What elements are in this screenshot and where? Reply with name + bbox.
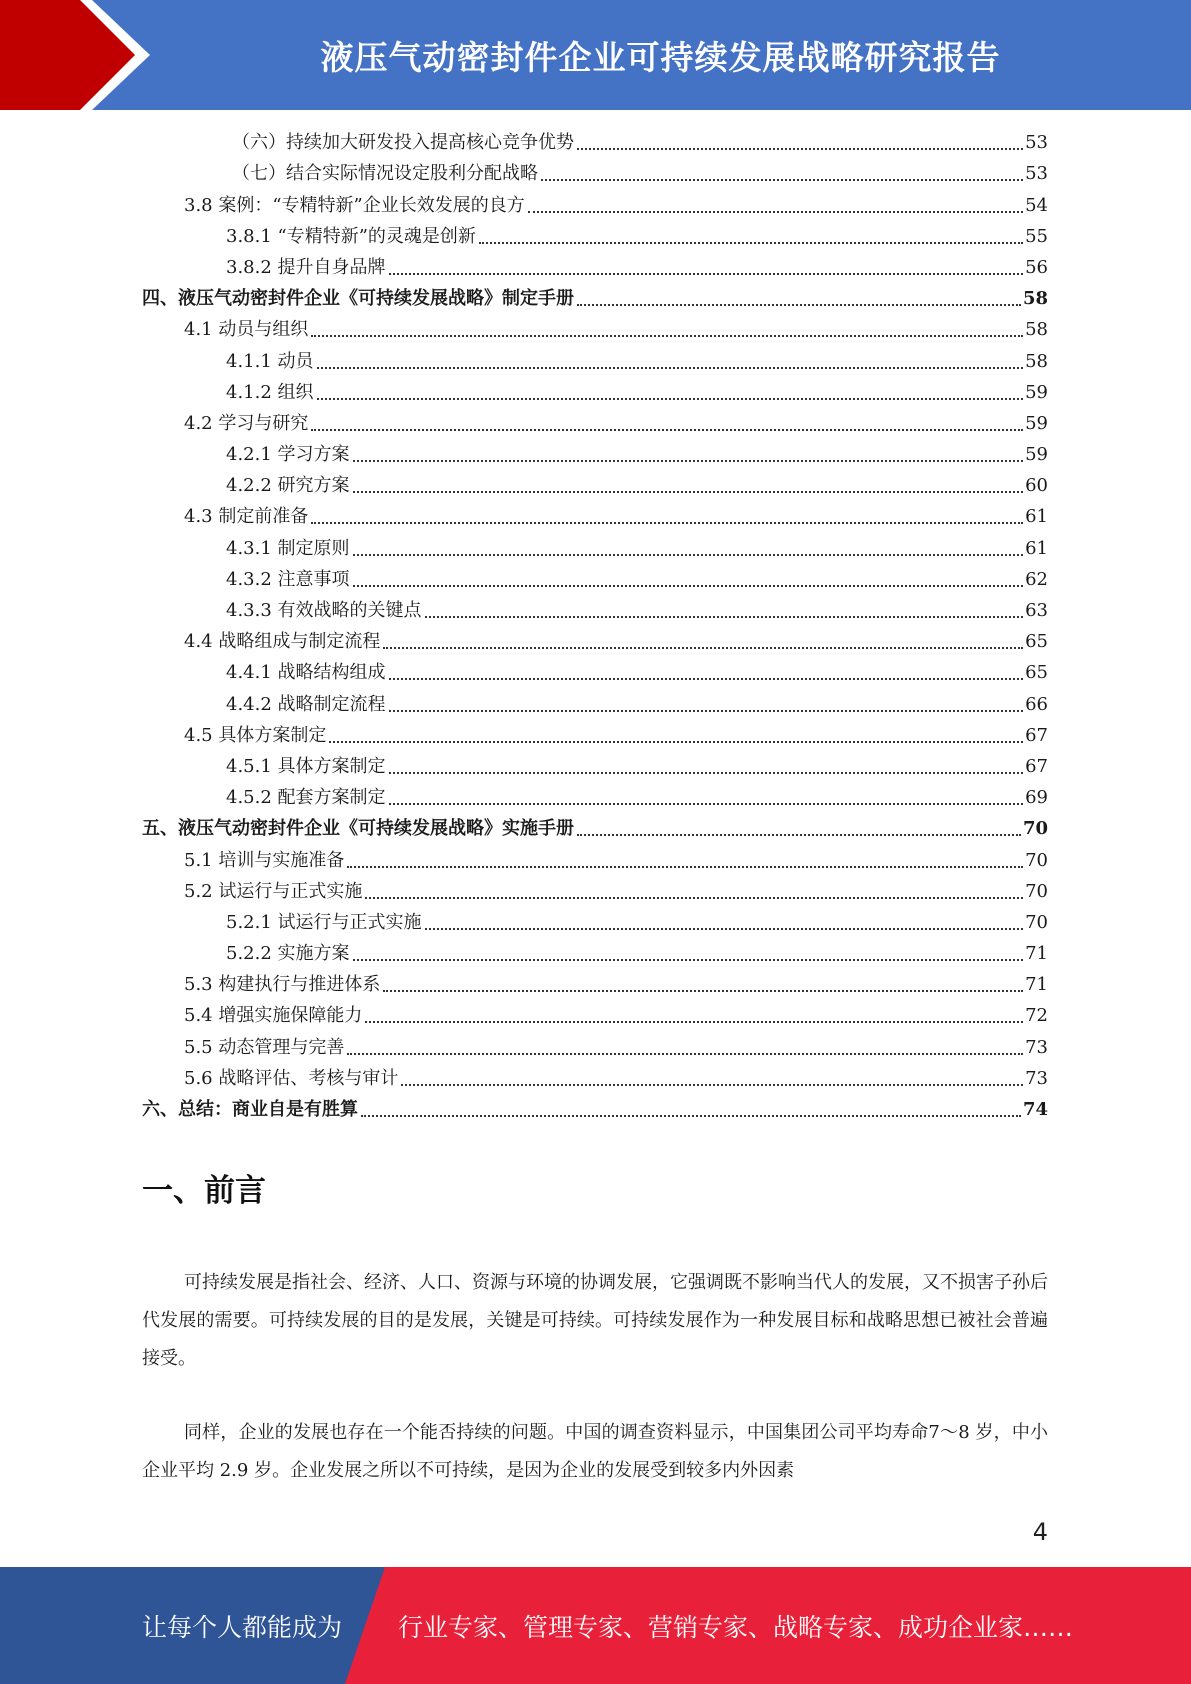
toc-entry-label: 4.2 学习与研究 — [184, 412, 309, 434]
toc-entry[interactable] — [142, 158, 1048, 189]
toc-entry-label: 4.3.2 注意事项 — [226, 568, 350, 590]
toc-entry-page: 59 — [1025, 412, 1048, 434]
toc-entry[interactable] — [142, 252, 1048, 283]
toc-leader-dots — [383, 988, 1023, 992]
toc-entry-label: 4.3.1 制定原则 — [226, 537, 350, 559]
toc-leader-dots — [353, 957, 1024, 961]
toc-entry[interactable] — [142, 345, 1048, 376]
toc-entry-page: 70 — [1022, 818, 1048, 840]
toc-leader-dots — [577, 302, 1021, 306]
toc-leader-dots — [479, 240, 1023, 244]
toc-entry-label: 5.5 动态管理与完善 — [184, 1036, 345, 1058]
toc-entry-page: 56 — [1025, 256, 1048, 278]
toc-leader-dots — [425, 926, 1024, 930]
toc-entry-label: 5.6 战略评估、考核与审计 — [184, 1067, 399, 1089]
toc-entry-page: 69 — [1025, 787, 1048, 809]
toc-entry-label: 4.4.2 战略制定流程 — [226, 693, 386, 715]
toc-entry[interactable] — [142, 189, 1048, 220]
toc-leader-dots — [311, 427, 1023, 431]
toc-entry-page: 58 — [1025, 350, 1048, 372]
toc-entry[interactable] — [142, 314, 1048, 345]
toc-leader-dots — [317, 396, 1024, 400]
toc-leader-dots — [541, 177, 1023, 181]
toc-entry-label: 4.5.1 具体方案制定 — [226, 755, 386, 777]
toc-entry[interactable] — [142, 907, 1048, 938]
toc-entry-page: 54 — [1025, 194, 1048, 216]
toc-entry[interactable] — [142, 408, 1048, 439]
toc-entry[interactable] — [142, 564, 1048, 595]
section-heading: 一、前言 — [142, 1173, 266, 1209]
toc-entry-label: 3.8 案例：“专精特新”企业长效发展的良方 — [184, 194, 525, 216]
toc-leader-dots — [347, 1051, 1023, 1055]
toc-entry-page: 61 — [1025, 537, 1048, 559]
toc-entry-page: 53 — [1025, 163, 1048, 185]
toc-entry[interactable] — [142, 470, 1048, 501]
toc-leader-dots — [329, 739, 1023, 743]
toc-entry[interactable] — [142, 221, 1048, 252]
toc-entry-page: 62 — [1025, 568, 1048, 590]
toc-entry-label: 4.3 制定前准备 — [184, 506, 309, 528]
toc-entry-page: 70 — [1025, 911, 1048, 933]
header-arrow-decoration — [0, 0, 160, 110]
toc-entry-page: 58 — [1022, 288, 1048, 310]
toc-entry-label: 3.8.2 提升自身品牌 — [226, 256, 386, 278]
footer-slogan-left: 让每个人都能成为 — [142, 1612, 343, 1642]
toc-entry-page: 59 — [1025, 381, 1048, 403]
toc-entry-page: 72 — [1025, 1005, 1048, 1027]
toc-entry-label: 4.1 动员与组织 — [184, 319, 309, 341]
toc-entry-page: 71 — [1025, 974, 1048, 996]
report-title: 液压气动密封件企业可持续发展战略研究报告 — [320, 37, 1001, 77]
toc-entry-label: 4.1.1 动员 — [226, 350, 314, 372]
toc-entry[interactable] — [142, 688, 1048, 719]
toc-entry[interactable] — [142, 532, 1048, 563]
toc-entry-page: 55 — [1025, 225, 1048, 247]
toc-entry-label: 4.4 战略组成与制定流程 — [184, 631, 381, 653]
toc-entry-label: （七）结合实际情况设定股利分配战略 — [232, 163, 538, 185]
body-paragraph-2: 同样，企业的发展也存在一个能否持续的问题。中国的调查资料显示，中国集团公司平均寿命7～8 岁，中小企业平均 2.9 岁。企业发展之所以不可持续，是因为企业的发展受到较多内外因素 — [142, 1422, 1048, 1481]
toc-entry-page: 67 — [1025, 724, 1048, 746]
toc-leader-dots — [389, 271, 1024, 275]
toc-entry-label: 5.2 试运行与正式实施 — [184, 880, 363, 902]
toc-leader-dots — [353, 552, 1024, 556]
toc-leader-dots — [401, 1082, 1023, 1086]
toc-entry[interactable] — [142, 751, 1048, 782]
page-header — [0, 0, 1191, 110]
toc-entry[interactable] — [142, 501, 1048, 532]
toc-leader-dots — [383, 645, 1023, 649]
toc-leader-dots — [389, 708, 1024, 712]
toc-entry-label: 六、总结：商业自是有胜算 — [142, 1099, 358, 1120]
toc-entry-page: 67 — [1025, 755, 1048, 777]
toc-entry-page: 63 — [1025, 600, 1048, 621]
toc-entry[interactable] — [142, 1031, 1048, 1062]
toc-entry[interactable] — [142, 938, 1048, 969]
toc-leader-dots — [353, 583, 1024, 587]
toc-leader-dots — [311, 520, 1023, 524]
toc-leader-dots — [389, 770, 1024, 774]
page-footer — [0, 1567, 1191, 1684]
toc-leader-dots — [577, 146, 1023, 150]
toc-entry-page: 74 — [1022, 1099, 1048, 1120]
toc-entry-label: 4.2.2 研究方案 — [226, 475, 350, 497]
toc-entry-label: 4.2.1 学习方案 — [226, 444, 350, 466]
toc-entry[interactable] — [142, 1000, 1048, 1031]
toc-entry-page: 59 — [1025, 444, 1048, 466]
toc-entry[interactable] — [142, 595, 1048, 626]
toc-leader-dots — [347, 864, 1023, 868]
toc-entry-label: 5.4 增强实施保障能力 — [184, 1005, 363, 1027]
toc-entry[interactable] — [142, 657, 1048, 688]
toc-entry[interactable] — [142, 439, 1048, 470]
toc-entry[interactable] — [142, 1063, 1048, 1094]
toc-entry-label: 3.8.1 “专精特新”的灵魂是创新 — [226, 225, 476, 247]
toc-entry-page: 61 — [1025, 506, 1048, 528]
toc-entry-page: 73 — [1025, 1067, 1048, 1089]
toc-leader-dots — [425, 614, 1024, 618]
toc-entry[interactable] — [142, 813, 1048, 844]
page-number: 4 — [1032, 1518, 1048, 1546]
toc-entry-page: 65 — [1025, 662, 1048, 684]
toc-entry[interactable] — [142, 782, 1048, 813]
toc-entry-page: 58 — [1025, 319, 1048, 341]
body-paragraph-1: 可持续发展是指社会、经济、人口、资源与环境的协调发展，它强调既不影响当代人的发展，又不损害子孙后代发展的需要。可持续发展的目的是发展，关键是可持续。可持续发展作为一种发展目标和战略思想已被社会普遍接受。 — [142, 1272, 1048, 1369]
toc-entry-label: 4.4.1 战略结构组成 — [226, 662, 386, 684]
toc-entry-label: 5.2.2 实施方案 — [226, 943, 350, 965]
toc-entry[interactable] — [142, 377, 1048, 408]
toc-entry-label: 5.1 培训与实施准备 — [184, 849, 345, 871]
toc-entry-label: 4.3.3 有效战略的关键点 — [226, 600, 422, 621]
toc-leader-dots — [361, 1113, 1021, 1117]
toc-leader-dots — [311, 333, 1023, 337]
toc-entry[interactable] — [142, 1094, 1048, 1125]
toc-entry[interactable] — [142, 720, 1048, 751]
toc-entry-label: 5.2.1 试运行与正式实施 — [226, 911, 422, 933]
toc-leader-dots — [353, 458, 1024, 462]
toc-entry-label: 5.3 构建执行与推进体系 — [184, 974, 381, 996]
toc-leader-dots — [577, 832, 1021, 836]
toc-entry-page: 70 — [1025, 880, 1048, 902]
toc-leader-dots — [365, 895, 1023, 899]
toc-leader-dots — [317, 365, 1024, 369]
toc-entry-page: 60 — [1025, 475, 1048, 497]
toc-leader-dots — [528, 209, 1023, 213]
toc-entry[interactable] — [142, 283, 1048, 314]
toc-entry-page: 73 — [1025, 1036, 1048, 1058]
toc-entry-page: 66 — [1025, 693, 1048, 715]
toc-leader-dots — [365, 1019, 1023, 1023]
toc-entry-label: （六）持续加大研发投入提高核心竞争优势 — [232, 132, 574, 154]
toc-entry-label: 4.5.2 配套方案制定 — [226, 787, 386, 809]
toc-leader-dots — [389, 676, 1024, 680]
toc-entry-page: 65 — [1025, 631, 1048, 653]
table-of-contents — [142, 127, 1048, 1125]
toc-entry[interactable] — [142, 127, 1048, 158]
toc-entry-page: 71 — [1025, 943, 1048, 965]
toc-entry[interactable] — [142, 876, 1048, 907]
toc-leader-dots — [353, 489, 1024, 493]
toc-entry-label: 五、液压气动密封件企业《可持续发展战略》实施手册 — [142, 818, 574, 840]
toc-leader-dots — [389, 801, 1024, 805]
footer-slogan-right: 行业专家、管理专家、营销专家、战略专家、成功企业家…… — [398, 1612, 1074, 1642]
toc-entry-page: 70 — [1025, 849, 1048, 871]
toc-entry-label: 4.5 具体方案制定 — [184, 724, 327, 746]
toc-entry-page: 53 — [1025, 132, 1048, 154]
toc-entry-label: 四、液压气动密封件企业《可持续发展战略》制定手册 — [142, 288, 574, 310]
toc-entry[interactable] — [142, 969, 1048, 1000]
toc-entry-label: 4.1.2 组织 — [226, 381, 314, 403]
toc-entry[interactable] — [142, 844, 1048, 875]
toc-entry[interactable] — [142, 626, 1048, 657]
